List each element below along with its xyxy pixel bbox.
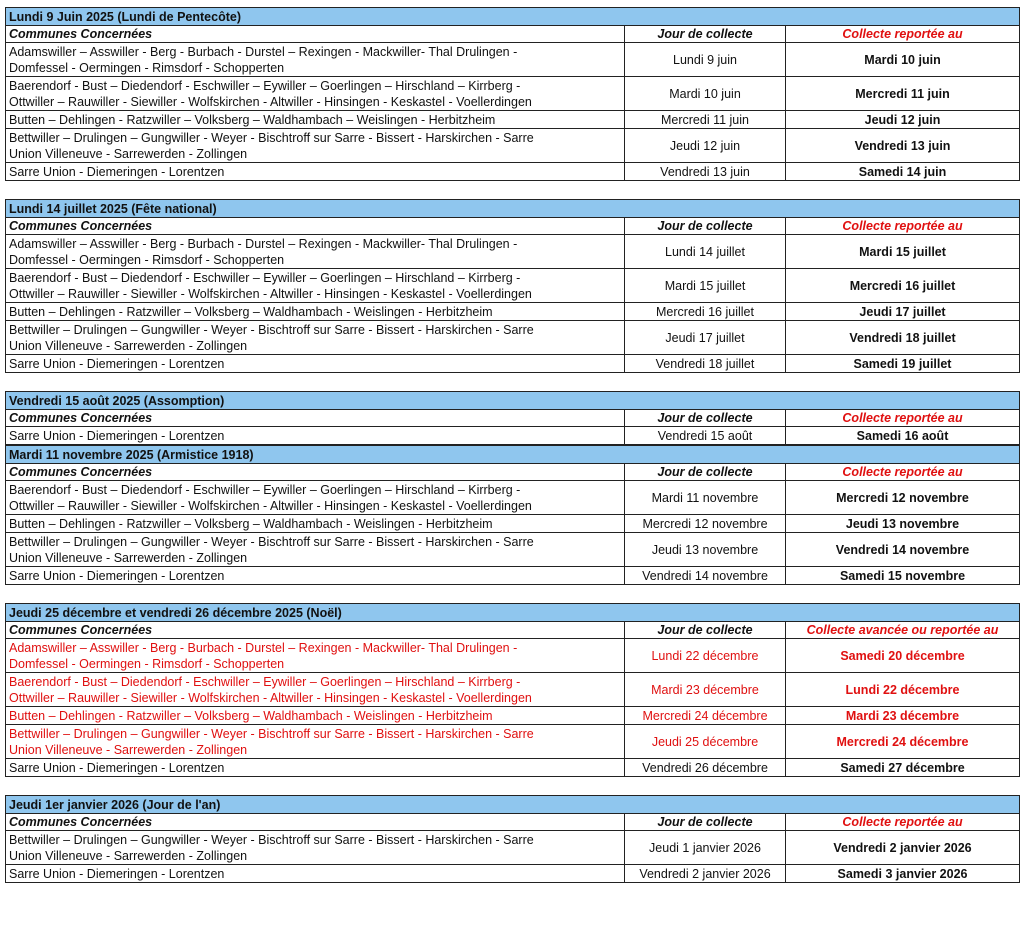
col-header-communes: Communes Concernées: [6, 26, 625, 43]
communes-line-1: Adamswiller – Asswiller - Berg - Burbach - Durstel – Rexingen - Mackwiller- Thal Drulingen -: [9, 640, 518, 655]
communes-line-1: Bettwiller – Drulingen – Gungwiller - Weyer - Bischtroff sur Sarre - Bissert - Harskirchen - Sarre: [9, 832, 534, 847]
communes-line-2: Ottwiller – Rauwiller - Siewiller - Wolfskirchen - Altwiller - Hinsingen - Keskastel - Voellerdingen: [9, 690, 532, 705]
table-row: [6, 355, 1020, 373]
section-spacer: [5, 373, 1019, 391]
communes-line-1: Sarre Union - Diemeringen - Lorentzen: [9, 568, 225, 583]
table-row: [6, 639, 1020, 673]
collection-day: Vendredi 18 juillet: [625, 355, 786, 373]
collection-day: Jeudi 12 juin: [625, 129, 786, 163]
communes-line-2: Union Villeneuve - Sarrewerden - Zollingen: [9, 550, 248, 565]
section-spacer: [5, 777, 1019, 795]
col-header-report: Collecte reportée au: [786, 410, 1020, 427]
collection-day: Lundi 22 décembre: [625, 639, 786, 673]
rescheduled-day: Samedi 3 janvier 2026: [786, 865, 1020, 883]
communes-line-1: Baerendorf - Bust – Diedendorf - Eschwiller – Eywiller – Goerlingen – Hirschland – Kirrberg -: [9, 270, 521, 285]
rescheduled-day: Samedi 14 juin: [786, 163, 1020, 181]
communes-line-1: Butten – Dehlingen - Ratzwiller – Volksberg – Waldhambach - Weislingen - Herbitzheim: [9, 304, 493, 319]
table-row: [6, 111, 1020, 129]
rescheduled-day: Mardi 10 juin: [786, 43, 1020, 77]
collection-day: Mardi 11 novembre: [625, 481, 786, 515]
communes-line-1: Adamswiller – Asswiller - Berg - Burbach - Durstel – Rexingen - Mackwiller- Thal Drulingen -: [9, 236, 518, 251]
col-header-report: Collecte reportée au: [786, 218, 1020, 235]
table-row: [6, 707, 1020, 725]
table-row: [6, 43, 1020, 77]
rescheduled-day: Mercredi 12 novembre: [786, 481, 1020, 515]
rescheduled-day: Samedi 16 août: [786, 427, 1020, 445]
communes-line-1: Butten – Dehlingen - Ratzwiller – Volksberg – Waldhambach – Weislingen - Herbitzheim: [9, 112, 496, 127]
communes-cell: [6, 831, 625, 865]
communes-cell: [6, 673, 625, 707]
section-spacer: [5, 585, 1019, 603]
communes-cell: [6, 269, 625, 303]
rescheduled-day: Vendredi 18 juillet: [786, 321, 1020, 355]
col-header-jour: Jour de collecte: [625, 622, 786, 639]
table-row: [6, 321, 1020, 355]
rescheduled-day: Mercredi 16 juillet: [786, 269, 1020, 303]
rescheduled-day: Samedi 15 novembre: [786, 567, 1020, 585]
collection-day: Mercredi 12 novembre: [625, 515, 786, 533]
table-row: [6, 567, 1020, 585]
communes-line-1: Sarre Union - Diemeringen - Lorentzen: [9, 164, 225, 179]
communes-line-1: Baerendorf - Bust – Diedendorf - Eschwiller – Eywiller – Goerlingen – Hirschland – Kirrberg -: [9, 674, 521, 689]
col-header-jour: Jour de collecte: [625, 26, 786, 43]
holiday-section-table: [5, 391, 1020, 445]
col-header-report: Collecte reportée au: [786, 464, 1020, 481]
col-header-communes: Communes Concernées: [6, 218, 625, 235]
communes-line-1: Sarre Union - Diemeringen - Lorentzen: [9, 356, 225, 371]
communes-line-1: Baerendorf - Bust – Diedendorf - Eschwiller – Eywiller – Goerlingen – Hirschland – Kirrberg -: [9, 78, 521, 93]
communes-line-1: Butten – Dehlingen - Ratzwiller – Volksberg – Waldhambach - Weislingen - Herbitzheim: [9, 708, 493, 723]
collection-day: Vendredi 15 août: [625, 427, 786, 445]
communes-line-2: Ottwiller – Rauwiller - Siewiller - Wolfskirchen - Altwiller - Hinsingen - Keskastel - Voellerdingen: [9, 286, 532, 301]
table-row: [6, 673, 1020, 707]
communes-cell: [6, 865, 625, 883]
collection-day: Mercredi 24 décembre: [625, 707, 786, 725]
holiday-title: Lundi 14 juillet 2025 (Fête national): [6, 200, 1020, 218]
communes-line-1: Bettwiller – Drulingen – Gungwiller - Weyer - Bischtroff sur Sarre - Bissert - Harskirchen - Sarre: [9, 322, 534, 337]
holiday-title: Lundi 9 Juin 2025 (Lundi de Pentecôte): [6, 8, 1020, 26]
collection-day: Mardi 23 décembre: [625, 673, 786, 707]
table-row: [6, 427, 1020, 445]
communes-cell: [6, 43, 625, 77]
table-row: [6, 269, 1020, 303]
table-row: [6, 831, 1020, 865]
collection-day: Vendredi 14 novembre: [625, 567, 786, 585]
section-spacer: [5, 181, 1019, 199]
rescheduled-day: Samedi 19 juillet: [786, 355, 1020, 373]
col-header-jour: Jour de collecte: [625, 814, 786, 831]
holiday-title: Vendredi 15 août 2025 (Assomption): [6, 392, 1020, 410]
holiday-section-table: [5, 7, 1020, 181]
table-row: [6, 533, 1020, 567]
communes-cell: [6, 235, 625, 269]
col-header-communes: Communes Concernées: [6, 622, 625, 639]
communes-line-2: Ottwiller – Rauwiller - Siewiller - Wolfskirchen - Altwiller - Hinsingen - Keskastel - Voellerdingen: [9, 498, 532, 513]
holiday-title: Jeudi 1er janvier 2026 (Jour de l'an): [6, 796, 1020, 814]
col-header-communes: Communes Concernées: [6, 464, 625, 481]
col-header-jour: Jour de collecte: [625, 410, 786, 427]
communes-cell: [6, 303, 625, 321]
communes-line-2: Union Villeneuve - Sarrewerden - Zollingen: [9, 848, 248, 863]
col-header-communes: Communes Concernées: [6, 410, 625, 427]
holiday-section-table: [5, 199, 1020, 373]
communes-cell: [6, 129, 625, 163]
col-header-report: Collecte reportée au: [786, 814, 1020, 831]
collection-day: Mardi 10 juin: [625, 77, 786, 111]
holiday-section-table: [5, 445, 1020, 585]
communes-cell: [6, 639, 625, 673]
communes-cell: [6, 427, 625, 445]
holiday-section-table: [5, 603, 1020, 777]
col-header-jour: Jour de collecte: [625, 464, 786, 481]
communes-line-2: Union Villeneuve - Sarrewerden - Zollingen: [9, 146, 248, 161]
table-row: [6, 865, 1020, 883]
communes-line-1: Adamswiller – Asswiller - Berg - Burbach - Durstel – Rexingen - Mackwiller- Thal Drulingen -: [9, 44, 518, 59]
communes-line-2: Domfessel - Oermingen - Rimsdorf - Schopperten: [9, 60, 285, 75]
communes-cell: [6, 707, 625, 725]
holiday-title: Jeudi 25 décembre et vendredi 26 décembre 2025 (Noël): [6, 604, 1020, 622]
collection-day: Jeudi 1 janvier 2026: [625, 831, 786, 865]
collection-day: Mercredi 11 juin: [625, 111, 786, 129]
communes-line-2: Union Villeneuve - Sarrewerden - Zollingen: [9, 338, 248, 353]
communes-line-1: Baerendorf - Bust – Diedendorf - Eschwiller – Eywiller – Goerlingen – Hirschland – Kirrberg -: [9, 482, 521, 497]
collection-day: Mardi 15 juillet: [625, 269, 786, 303]
rescheduled-day: Jeudi 13 novembre: [786, 515, 1020, 533]
communes-cell: [6, 725, 625, 759]
collection-day: Jeudi 13 novembre: [625, 533, 786, 567]
rescheduled-day: Mardi 23 décembre: [786, 707, 1020, 725]
communes-cell: [6, 355, 625, 373]
communes-cell: [6, 533, 625, 567]
table-row: [6, 515, 1020, 533]
communes-line-1: Bettwiller – Drulingen – Gungwiller - Weyer - Bischtroff sur Sarre - Bissert - Harskirchen - Sarre: [9, 726, 534, 741]
collection-day: Lundi 14 juillet: [625, 235, 786, 269]
col-header-report: Collecte avancée ou reportée au: [786, 622, 1020, 639]
rescheduled-day: Samedi 20 décembre: [786, 639, 1020, 673]
collection-day: Lundi 9 juin: [625, 43, 786, 77]
communes-cell: [6, 567, 625, 585]
communes-cell: [6, 321, 625, 355]
collection-day: Vendredi 13 juin: [625, 163, 786, 181]
col-header-jour: Jour de collecte: [625, 218, 786, 235]
table-row: [6, 725, 1020, 759]
table-row: [6, 481, 1020, 515]
table-row: [6, 163, 1020, 181]
col-header-report: Collecte reportée au: [786, 26, 1020, 43]
communes-cell: [6, 111, 625, 129]
rescheduled-day: Vendredi 13 juin: [786, 129, 1020, 163]
communes-line-1: Sarre Union - Diemeringen - Lorentzen: [9, 428, 225, 443]
communes-cell: [6, 163, 625, 181]
collection-schedule: [5, 7, 1019, 883]
rescheduled-day: Lundi 22 décembre: [786, 673, 1020, 707]
rescheduled-day: Jeudi 17 juillet: [786, 303, 1020, 321]
communes-line-2: Domfessel - Oermingen - Rimsdorf - Schopperten: [9, 252, 285, 267]
communes-line-2: Ottwiller – Rauwiller - Siewiller - Wolfskirchen - Altwiller - Hinsingen - Keskastel - Voellerdingen: [9, 94, 532, 109]
communes-line-1: Sarre Union - Diemeringen - Lorentzen: [9, 866, 225, 881]
table-row: [6, 129, 1020, 163]
communes-cell: [6, 759, 625, 777]
communes-line-2: Domfessel - Oermingen - Rimsdorf - Schopperten: [9, 656, 285, 671]
col-header-communes: Communes Concernées: [6, 814, 625, 831]
rescheduled-day: Mercredi 24 décembre: [786, 725, 1020, 759]
rescheduled-day: Vendredi 14 novembre: [786, 533, 1020, 567]
collection-day: Mercredi 16 juillet: [625, 303, 786, 321]
collection-day: Vendredi 2 janvier 2026: [625, 865, 786, 883]
collection-day: Jeudi 17 juillet: [625, 321, 786, 355]
communes-line-1: Sarre Union - Diemeringen - Lorentzen: [9, 760, 225, 775]
collection-day: Jeudi 25 décembre: [625, 725, 786, 759]
communes-line-1: Butten – Dehlingen - Ratzwiller – Volksberg – Waldhambach - Weislingen - Herbitzheim: [9, 516, 493, 531]
holiday-section-table: [5, 795, 1020, 883]
rescheduled-day: Jeudi 12 juin: [786, 111, 1020, 129]
table-row: [6, 303, 1020, 321]
communes-cell: [6, 515, 625, 533]
holiday-title: Mardi 11 novembre 2025 (Armistice 1918): [6, 446, 1020, 464]
communes-cell: [6, 77, 625, 111]
collection-day: Vendredi 26 décembre: [625, 759, 786, 777]
rescheduled-day: Vendredi 2 janvier 2026: [786, 831, 1020, 865]
communes-line-1: Bettwiller – Drulingen – Gungwiller - Weyer - Bischtroff sur Sarre - Bissert - Harskirchen - Sarre: [9, 130, 534, 145]
communes-line-2: Union Villeneuve - Sarrewerden - Zollingen: [9, 742, 248, 757]
table-row: [6, 235, 1020, 269]
rescheduled-day: Mardi 15 juillet: [786, 235, 1020, 269]
communes-line-1: Bettwiller – Drulingen – Gungwiller - Weyer - Bischtroff sur Sarre - Bissert - Harskirchen - Sarre: [9, 534, 534, 549]
communes-cell: [6, 481, 625, 515]
table-row: [6, 759, 1020, 777]
table-row: [6, 77, 1020, 111]
rescheduled-day: Samedi 27 décembre: [786, 759, 1020, 777]
rescheduled-day: Mercredi 11 juin: [786, 77, 1020, 111]
